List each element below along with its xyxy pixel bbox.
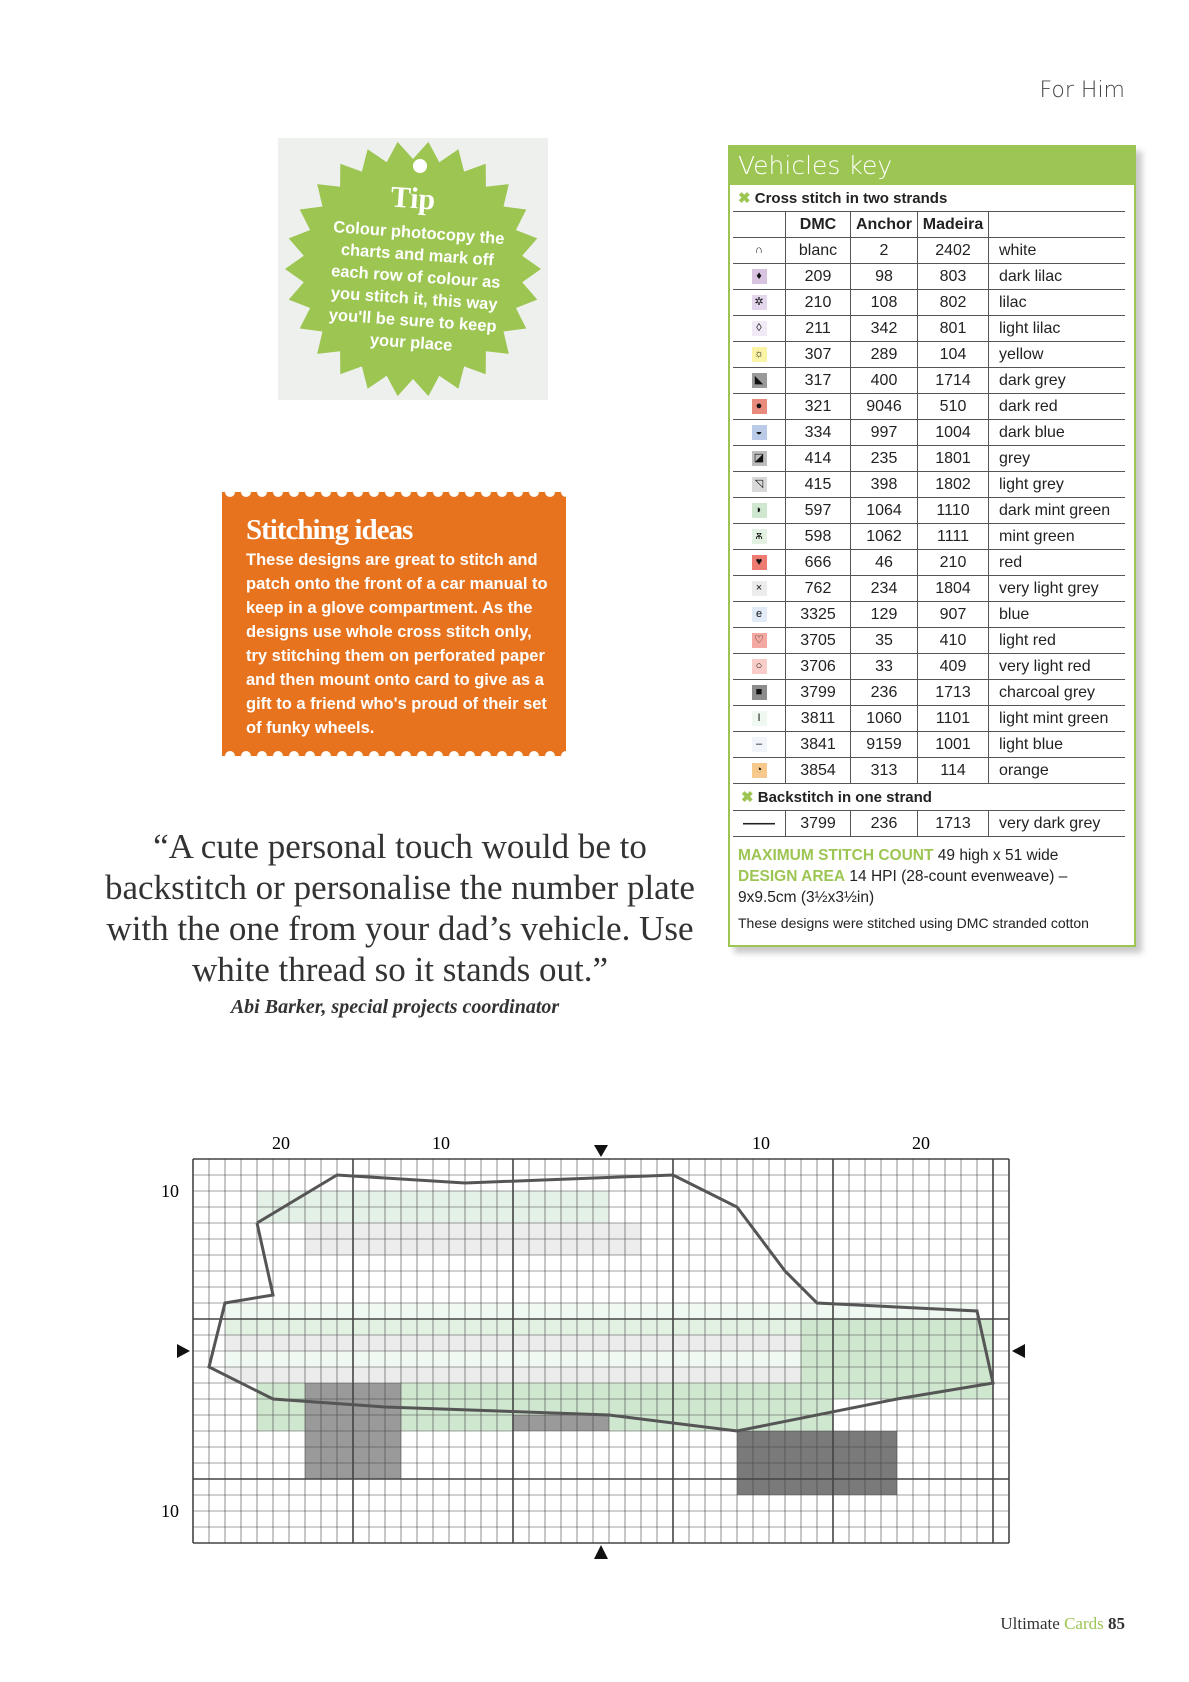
colour-name: red xyxy=(989,550,1126,576)
vehicles-key xyxy=(728,145,1136,947)
madeira-code: 1001 xyxy=(918,732,989,758)
dmc-code: 3705 xyxy=(786,628,851,654)
thread-note: These designs were stitched using DMC stranded cotton xyxy=(738,915,1089,931)
colour-name: lilac xyxy=(989,290,1126,316)
anchor-code: 35 xyxy=(851,628,918,654)
colour-name: dark blue xyxy=(989,420,1126,446)
dmc-code: 598 xyxy=(786,524,851,550)
anchor-code: 129 xyxy=(851,602,918,628)
thread-symbol-icon: ◒ xyxy=(752,425,767,440)
key-row xyxy=(733,680,1125,706)
anchor-code: 342 xyxy=(851,316,918,342)
max-stitch-label: MAXIMUM STITCH COUNT xyxy=(738,847,934,864)
chart-row-label: 10 xyxy=(161,1501,179,1521)
colour-name: light grey xyxy=(989,472,1126,498)
thread-symbol-icon: ѫ xyxy=(752,529,767,544)
colour-name: white xyxy=(989,238,1126,264)
centre-arrow-left-icon xyxy=(177,1344,190,1358)
thread-symbol-icon: ◪ xyxy=(752,451,767,466)
chart-row-label: 10 xyxy=(161,1181,179,1201)
thread-symbol-icon: ✲ xyxy=(752,295,767,310)
colour-name: light lilac xyxy=(989,316,1126,342)
dmc-code: 3325 xyxy=(786,602,851,628)
cross-stitch-chart xyxy=(160,1133,1050,1593)
max-stitch-value: 49 high x 51 wide xyxy=(937,847,1059,864)
column-madeira: Madeira xyxy=(918,212,989,238)
madeira-code: 410 xyxy=(918,628,989,654)
key-title: Vehicles key xyxy=(730,147,1134,185)
thread-symbol-icon: ◗ xyxy=(752,503,767,518)
key-row xyxy=(733,316,1125,342)
anchor-code: 9046 xyxy=(851,394,918,420)
key-row xyxy=(733,264,1125,290)
key-row xyxy=(733,342,1125,368)
madeira-code: 1714 xyxy=(918,368,989,394)
anchor-code: 236 xyxy=(851,680,918,706)
thread-symbol-icon: ● xyxy=(752,399,767,414)
colour-name: orange xyxy=(989,758,1126,784)
dmc-code: 3706 xyxy=(786,654,851,680)
madeira-code: 1802 xyxy=(918,472,989,498)
tip-badge xyxy=(278,138,548,400)
dmc-code: 317 xyxy=(786,368,851,394)
thread-symbol-icon: – xyxy=(752,737,767,752)
key-table xyxy=(733,211,1125,784)
dmc-code: 414 xyxy=(786,446,851,472)
dmc-code: 597 xyxy=(786,498,851,524)
key-row xyxy=(733,602,1125,628)
thread-symbol-icon: ♦ xyxy=(752,269,767,284)
key-row xyxy=(733,472,1125,498)
thread-symbol-icon: ◔ xyxy=(752,763,767,778)
design-area-label: DESIGN AREA xyxy=(738,868,846,885)
colour-name: very light grey xyxy=(989,576,1126,602)
colour-name: dark mint green xyxy=(989,498,1126,524)
madeira-code: 409 xyxy=(918,654,989,680)
colour-name: dark grey xyxy=(989,368,1126,394)
dmc-code: 3811 xyxy=(786,706,851,732)
pull-quote: “A cute personal touch would be to backstitch or personalise the number plate with the one from your dad’s vehicle. Use white thread so it stands out.” xyxy=(105,827,695,989)
cross-stitch-label: ✖ Cross stitch in two strands xyxy=(738,190,948,207)
centre-arrow-right-icon xyxy=(1012,1344,1025,1358)
stitching-ideas-panel xyxy=(222,492,566,756)
thread-symbol-icon: ◹ xyxy=(752,477,767,492)
key-row xyxy=(733,706,1125,732)
key-row xyxy=(733,550,1125,576)
anchor-code: 2 xyxy=(851,238,918,264)
thread-symbol-icon: ◣ xyxy=(752,373,767,388)
anchor-code: 9159 xyxy=(851,732,918,758)
stitch-info xyxy=(730,837,1134,908)
thread-symbol-icon: ■ xyxy=(752,685,767,700)
dmc-code: 666 xyxy=(786,550,851,576)
madeira-code: 1713 xyxy=(918,680,989,706)
madeira-code: 802 xyxy=(918,290,989,316)
madeira-code: 907 xyxy=(918,602,989,628)
colour-name: charcoal grey xyxy=(989,680,1126,706)
thread-symbol-icon: ☼ xyxy=(752,347,767,362)
colour-name: light red xyxy=(989,628,1126,654)
dmc-code: 3854 xyxy=(786,758,851,784)
anchor-code: 313 xyxy=(851,758,918,784)
stitching-ideas-title: Stitching ideas xyxy=(246,514,413,546)
key-row xyxy=(733,394,1125,420)
anchor-code: 46 xyxy=(851,550,918,576)
dmc-code: 334 xyxy=(786,420,851,446)
anchor-code: 234 xyxy=(851,576,918,602)
thread-symbol-icon: e xyxy=(752,607,767,622)
backstitch-line-symbol: —— xyxy=(733,811,786,837)
tip-text: Colour photocopy the charts and mark off each row of colour as you stitch it, this way you'll be sure to keep your place xyxy=(328,218,505,355)
key-row xyxy=(733,732,1125,758)
centre-arrow-top-icon xyxy=(594,1145,608,1157)
thread-symbol-icon: ○ xyxy=(752,659,767,674)
chart-column-label: 20 xyxy=(912,1133,930,1153)
key-row xyxy=(733,628,1125,654)
dmc-code: 3799 xyxy=(786,680,851,706)
backstitch-label: ✖ Backstitch in one strand xyxy=(733,784,1125,811)
key-row xyxy=(733,498,1125,524)
anchor-code: 997 xyxy=(851,420,918,446)
thread-symbol-icon: I xyxy=(752,711,767,726)
backstitch-name: very dark grey xyxy=(989,811,1126,837)
chart-column-label: 10 xyxy=(752,1133,770,1153)
dmc-code: 3841 xyxy=(786,732,851,758)
colour-name: very light red xyxy=(989,654,1126,680)
anchor-code: 398 xyxy=(851,472,918,498)
backstitch-dmc: 3799 xyxy=(786,811,851,837)
madeira-code: 104 xyxy=(918,342,989,368)
madeira-code: 1004 xyxy=(918,420,989,446)
dmc-code: 762 xyxy=(786,576,851,602)
dmc-code: 307 xyxy=(786,342,851,368)
anchor-code: 108 xyxy=(851,290,918,316)
anchor-code: 400 xyxy=(851,368,918,394)
madeira-code: 1111 xyxy=(918,524,989,550)
colour-name: blue xyxy=(989,602,1126,628)
key-row xyxy=(733,446,1125,472)
dmc-code: 210 xyxy=(786,290,851,316)
madeira-code: 1801 xyxy=(918,446,989,472)
thread-symbol-icon: ◊ xyxy=(752,321,767,336)
anchor-code: 235 xyxy=(851,446,918,472)
madeira-code: 1804 xyxy=(918,576,989,602)
colour-name: dark lilac xyxy=(989,264,1126,290)
tip-title: Tip xyxy=(389,180,437,217)
dmc-code: blanc xyxy=(786,238,851,264)
dmc-code: 211 xyxy=(786,316,851,342)
thread-symbol-icon: ♥ xyxy=(752,555,767,570)
dmc-code: 209 xyxy=(786,264,851,290)
backstitch-anchor: 236 xyxy=(851,811,918,837)
backstitch-row xyxy=(733,811,1125,837)
madeira-code: 803 xyxy=(918,264,989,290)
column-anchor: Anchor xyxy=(851,212,918,238)
colour-name: grey xyxy=(989,446,1126,472)
madeira-code: 1101 xyxy=(918,706,989,732)
key-row xyxy=(733,524,1125,550)
madeira-code: 114 xyxy=(918,758,989,784)
chart-column-label: 10 xyxy=(432,1133,450,1153)
scallop-top xyxy=(222,492,566,500)
thread-symbol-icon: × xyxy=(752,581,767,596)
chart-column-label: 20 xyxy=(272,1133,290,1153)
cross-icon: ✖ xyxy=(738,190,751,207)
madeira-code: 1110 xyxy=(918,498,989,524)
key-row xyxy=(733,420,1125,446)
column-dmc: DMC xyxy=(786,212,851,238)
anchor-code: 1060 xyxy=(851,706,918,732)
thread-symbol-icon: ∩ xyxy=(752,243,767,258)
key-row xyxy=(733,758,1125,784)
key-row xyxy=(733,290,1125,316)
cross-icon: ✖ xyxy=(741,789,754,806)
section-label: For Him xyxy=(1039,78,1125,103)
colour-name: light blue xyxy=(989,732,1126,758)
chart-grid xyxy=(160,1133,1050,1593)
madeira-code: 2402 xyxy=(918,238,989,264)
colour-name: mint green xyxy=(989,524,1126,550)
backstitch-table xyxy=(733,811,1125,837)
key-row xyxy=(733,238,1125,264)
key-row xyxy=(733,576,1125,602)
key-row xyxy=(733,654,1125,680)
colour-name: light mint green xyxy=(989,706,1126,732)
madeira-code: 801 xyxy=(918,316,989,342)
key-row xyxy=(733,368,1125,394)
page-folio: Ultimate Cards 85 xyxy=(1000,1614,1125,1633)
madeira-code: 210 xyxy=(918,550,989,576)
anchor-code: 98 xyxy=(851,264,918,290)
anchor-code: 1064 xyxy=(851,498,918,524)
dmc-code: 415 xyxy=(786,472,851,498)
centre-arrow-bottom-icon xyxy=(594,1545,608,1559)
colour-name: yellow xyxy=(989,342,1126,368)
anchor-code: 289 xyxy=(851,342,918,368)
colour-name: dark red xyxy=(989,394,1126,420)
backstitch-madeira: 1713 xyxy=(918,811,989,837)
quote-author: Abi Barker, special projects coordinator xyxy=(230,996,560,1018)
scallop-bottom xyxy=(222,748,566,756)
madeira-code: 510 xyxy=(918,394,989,420)
dmc-code: 321 xyxy=(786,394,851,420)
anchor-code: 1062 xyxy=(851,524,918,550)
stitching-ideas-text: These designs are great to stitch and patch onto the front of a car manual to keep in a glove compartment. As the designs use whole cross stitch only, try stitching them on perforated paper and then mount onto card to give as a gift to a friend who's proud of their set of funky wheels. xyxy=(246,551,548,737)
thread-symbol-icon: ♡ xyxy=(752,633,767,648)
design-area-value: 14 HPI (28-count evenweave) – 9x9.5cm (3½x3½in) xyxy=(738,868,1068,906)
anchor-code: 33 xyxy=(851,654,918,680)
